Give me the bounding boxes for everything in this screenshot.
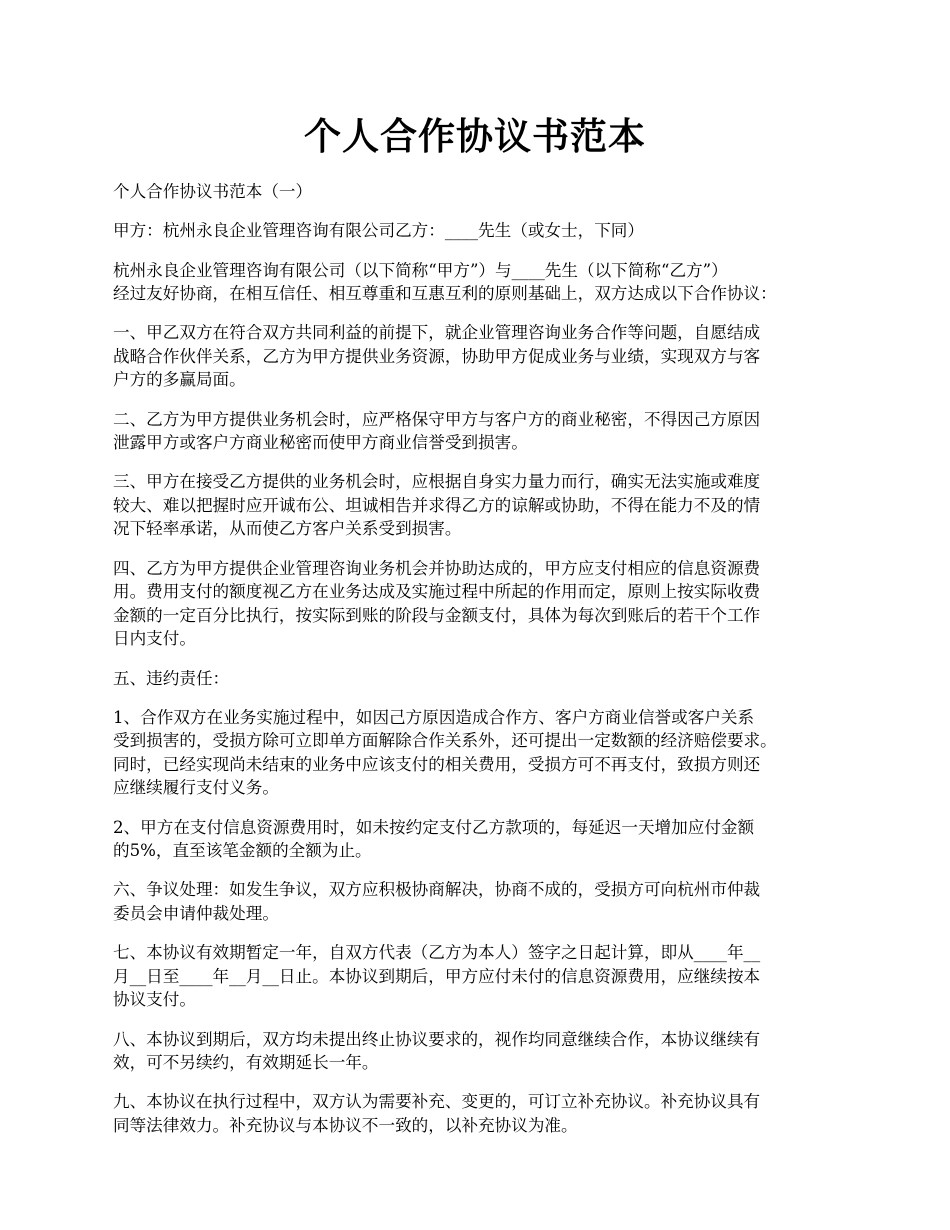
- text-line: 甲方：杭州永良企业管理咨询有限公司乙方：____先生（或女士，下同）: [113, 221, 644, 241]
- text-line: 效，可不另续约，有效期延长一年。: [113, 1053, 379, 1073]
- paragraph: [113, 667, 853, 691]
- text-line: 杭州永良企业管理咨询有限公司（以下简称“甲方”）与____先生（以下简称“乙方”）: [113, 260, 728, 280]
- paragraph: [113, 219, 853, 243]
- text-line: 二、乙方为甲方提供业务机会时，应严格保守甲方与客户方的商业秘密，不得因己方原因: [113, 409, 761, 429]
- text-line: 五、违约责任：: [113, 668, 230, 688]
- text-line: 用。费用支付的额度视乙方在业务达成及实施过程中所起的作用而定，原则上按实际收费: [113, 582, 761, 602]
- text-line: 委员会申请仲裁处理。: [113, 903, 279, 923]
- paragraph: [113, 1090, 853, 1137]
- paragraph: [113, 557, 853, 651]
- paragraph: [113, 470, 853, 541]
- text-line: 日内支付。: [113, 629, 196, 649]
- text-line: 同等法律效力。补充协议与本协议不一致的，以补充协议为准。: [113, 1115, 578, 1135]
- text-line: 八、本协议到期后，双方均未提出终止协议要求的，视作均同意继续合作，本协议继续有: [113, 1029, 761, 1049]
- paragraph: [113, 321, 853, 392]
- text-line: 战略合作伙伴关系，乙方为甲方提供业务资源，协助甲方促成业务与业绩，实现双方与客: [113, 346, 761, 366]
- paragraph: [113, 259, 853, 306]
- text-line: 户方的多赢局面。: [113, 370, 246, 390]
- paragraph: [113, 408, 853, 455]
- paragraph: [113, 816, 853, 863]
- document-title: 个人合作协议书范本: [304, 114, 646, 158]
- text-line: 同时，已经实现尚未结束的业务中应该支付的相关费用，受损方可不再支付，致损方则还: [113, 754, 761, 774]
- paragraph: [113, 1028, 853, 1075]
- text-line: 1、合作双方在业务实施过程中，如因己方原因造成合作方、客户方商业信誉或客户关系: [113, 707, 755, 727]
- text-line: 的5%，直至该笔金额的全额为止。: [113, 841, 372, 861]
- text-line: 个人合作协议书范本（一）: [113, 182, 313, 201]
- document-body: [113, 180, 853, 1153]
- text-line: 2、甲方在支付信息资源费用时，如未按约定支付乙方款项的，每延迟一天增加应付金额: [113, 817, 755, 837]
- text-line: 泄露甲方或客户方商业秘密而使甲方商业信誉受到损害。: [113, 433, 528, 453]
- text-line: 应继续履行支付义务。: [113, 778, 279, 798]
- text-line: 较大、难以把握时应开诚布公、坦诚相告并求得乙方的谅解或协助，不得在能力不及的情: [113, 495, 761, 515]
- text-line: 六、争议处理：如发生争议，双方应积极协商解决，协商不成的，受损方可向杭州市仲裁: [113, 880, 761, 900]
- text-line: 月__日至____年__月__日止。本协议到期后，甲方应付未付的信息资源费用，应继续按本: [113, 966, 761, 986]
- text-line: 协议支付。: [113, 990, 196, 1010]
- paragraph: [113, 941, 853, 1012]
- paragraph: [113, 706, 853, 800]
- text-line: 三、甲方在接受乙方提供的业务机会时，应根据自身实力量力而行，确实无法实施或难度: [113, 472, 761, 492]
- text-line: 四、乙方为甲方提供企业管理咨询业务机会并协助达成的，甲方应支付相应的信息资源费: [113, 558, 761, 578]
- text-line: 七、本协议有效期暂定一年，自双方代表（乙方为本人）签字之日起计算，即从____年__: [113, 943, 761, 963]
- text-line: 受到损害的，受损方除可立即单方面解除合作关系外，还可提出一定数额的经济赔偿要求。: [113, 731, 777, 751]
- text-line: 一、甲乙双方在符合双方共同利益的前提下，就企业管理咨询业务合作等问题，自愿结成: [113, 323, 761, 343]
- text-line: 经过友好协商，在相互信任、相互尊重和互惠互利的原则基础上，双方达成以下合作协议：: [113, 284, 777, 304]
- text-line: 九、本协议在执行过程中，双方认为需要补充、变更的，可订立补充协议。补充协议具有: [113, 1092, 761, 1112]
- text-line: 金额的一定百分比执行，按实际到账的阶段与金额支付，具体为每次到账后的若干个工作: [113, 605, 761, 625]
- paragraph: [113, 180, 853, 204]
- text-line: 况下轻率承诺，从而使乙方客户关系受到损害。: [113, 519, 462, 539]
- paragraph: [113, 878, 853, 925]
